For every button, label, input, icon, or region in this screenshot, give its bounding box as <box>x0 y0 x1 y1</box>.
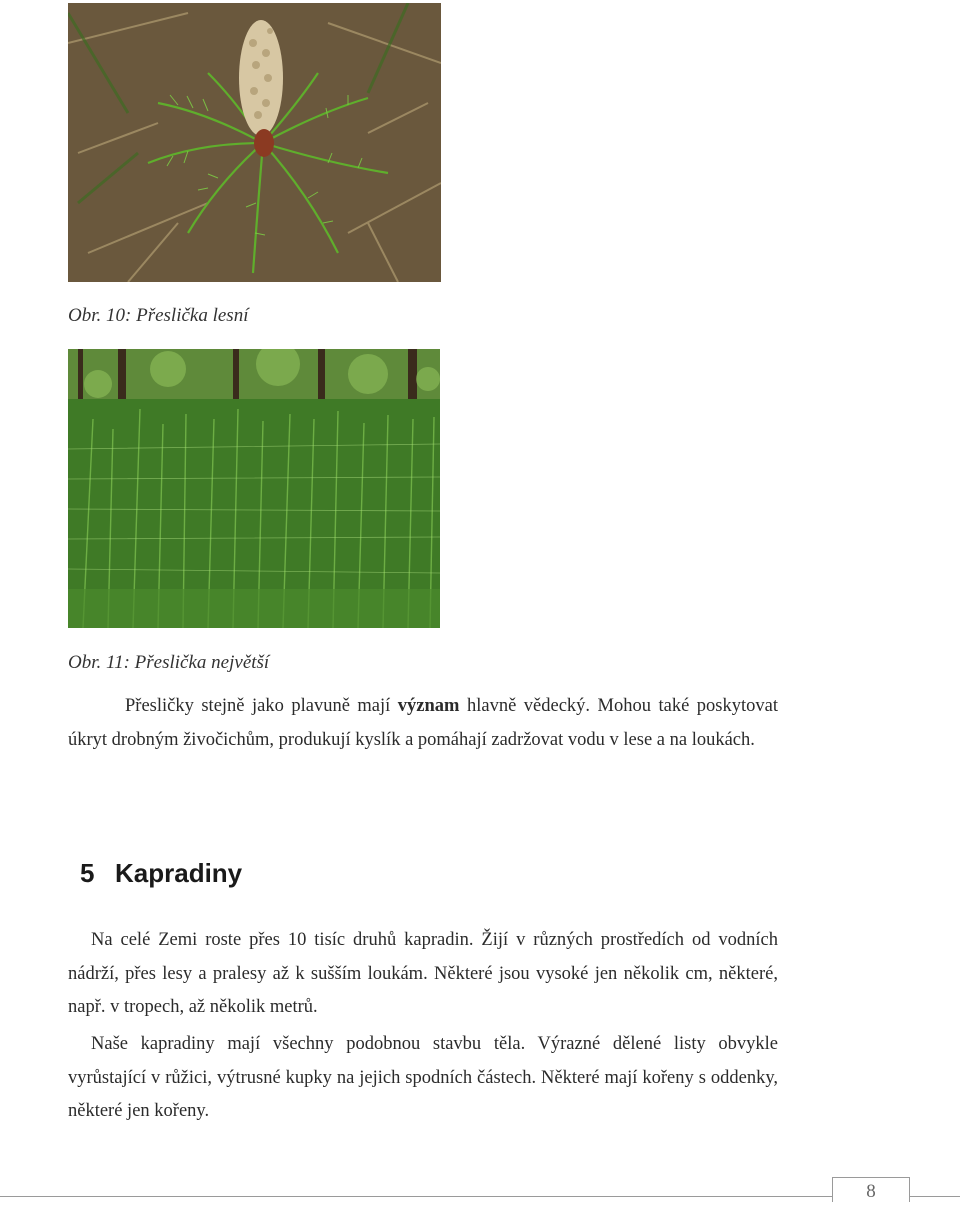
paragraph-text: Přesličky stejně jako plavuně mají <box>125 696 398 716</box>
paragraph-text: Naše kapradiny mají všechny podobnou stavbu těla. Výrazné dělené listy obvykle vyrůstající v růžici, výtrusné kupky na jejich spodních částech. Některé mají kořeny s oddenky, některé jen kořeny. <box>68 1034 778 1121</box>
section-title: Kapradiny <box>115 858 243 888</box>
paragraph-text: hlavně vědecký. Mohou také poskytovat úkryt drobným živočichům, produkují kyslík a pomáhají zadržovat vodu v lese a na loukách. <box>68 696 778 750</box>
figure-caption: Obr. 10: Přeslička lesní <box>68 305 249 326</box>
page-number-box <box>832 1177 910 1202</box>
paragraph-text: Na celé Zemi roste přes 10 tisíc druhů kapradin. Žijí v různých prostředích od vodních nádrží, přes lesy a pralesy až k sušším loukám. Některé jsou vysoké jen několik cm, některé, např. v tropech, až několik metrů. <box>68 930 778 1017</box>
section-heading <box>80 858 242 889</box>
footer-divider <box>0 1196 960 1197</box>
paragraph <box>68 1028 778 1129</box>
figure-photo-horsetail-giant <box>68 349 440 628</box>
figure-caption: Obr. 11: Přeslička největší <box>68 652 270 673</box>
figure-photo-horsetail-forest <box>68 3 441 282</box>
paragraph <box>68 924 778 1025</box>
paragraph <box>68 690 778 757</box>
page-number: 8 <box>866 1181 876 1202</box>
paragraph-bold-word: význam <box>397 696 460 716</box>
section-number: 5 <box>80 858 95 888</box>
